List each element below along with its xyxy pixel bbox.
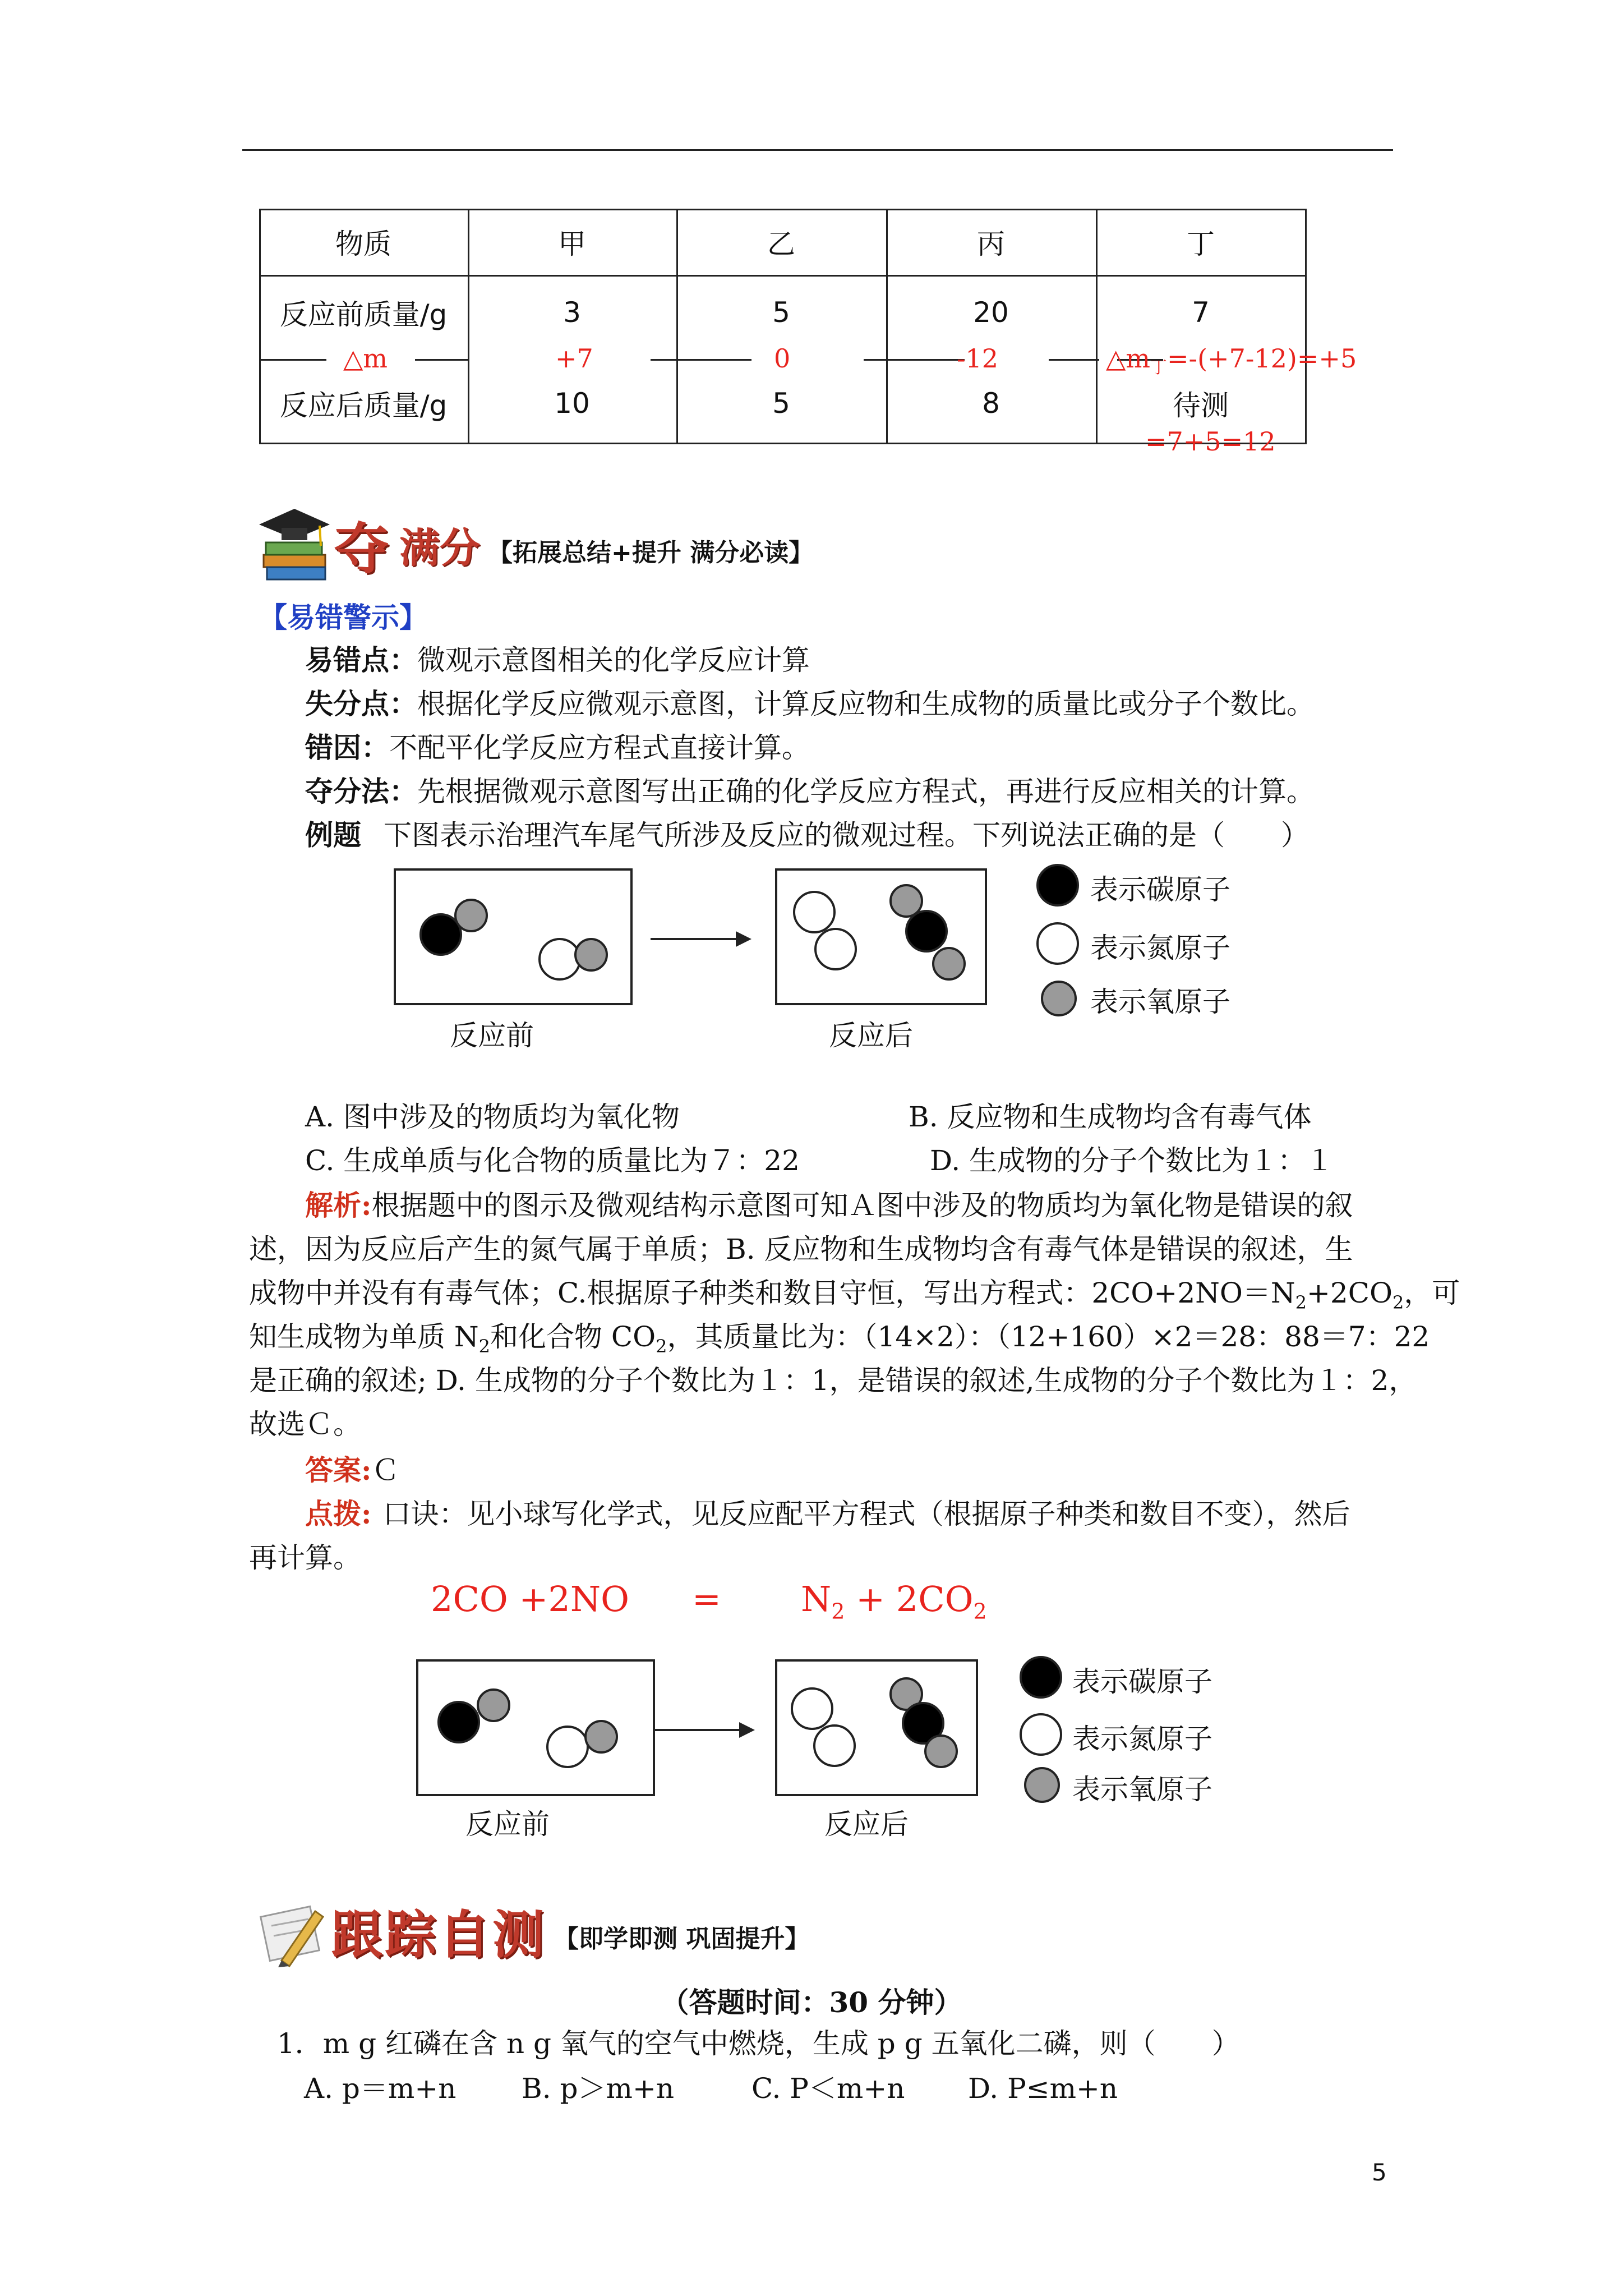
table-cell: 5 [772,387,790,420]
after-label: 反应后 [824,1808,909,1841]
section-subtitle: 【拓展总结+提升 满分必读】 [488,538,814,567]
line-text: 根据化学反应微观示意图，计算反应物和生成物的质量比或分子个数比。 [417,688,1315,720]
legend-carbon: 表示碳原子 [1072,1665,1212,1698]
tip-label: 点拨: [305,1497,372,1530]
table-cell: 5 [772,296,790,329]
section-title: 跟踪自测 [331,1905,547,1965]
carbon-atom [437,1701,480,1743]
page-number: 5 [1372,2159,1387,2186]
table-cell: 8 [982,387,1000,420]
delta-value: 0 [774,343,791,374]
table-row-divider [259,275,1307,277]
analysis-line-5: 是正确的叙述; D. 生成物的分子个数比为１：1，是错误的叙述,生成物的分子个数比为１：2， [249,1364,1417,1397]
equation-equals: = [692,1579,721,1619]
subscript: 2 [1295,1292,1307,1313]
pencil-paper-icon [259,1894,326,1967]
before-reaction-box [416,1659,655,1796]
section-banner-self-test [259,1894,809,1968]
analysis-text: ，其质量比为：（14×2）：（12+160）×2＝28：88＝7：22 [667,1320,1430,1353]
nitrogen-atom [793,891,836,933]
equation-right [801,1579,987,1623]
subscript: 2 [1392,1292,1404,1313]
error-point-line [305,638,810,682]
example-line [305,813,1309,857]
table-cell: 20 [973,296,1009,329]
line-label: 错因： [305,731,389,764]
line-text: 不配平化学反应方程式直接计算。 [389,731,810,764]
table-header-cell: 乙 [767,228,795,260]
lost-point-line [305,682,1315,726]
header-rule [242,149,1393,151]
delta-value: -12 [957,343,999,374]
oxygen-legend-icon [1041,981,1077,1016]
after-reaction-box [775,1659,978,1796]
nitrogen-legend-icon [1020,1713,1062,1756]
section-title-b: 满分 [399,524,481,572]
option-c: C. 生成单质与化合物的质量比为７：22 [305,1144,800,1177]
reaction-arrow [654,1729,753,1731]
line-label: 例题 [305,818,361,852]
nitrogen-legend-icon [1036,922,1079,965]
line-text: 先根据微观示意图写出正确的化学反应方程式，再进行反应相关的计算。 [417,775,1315,808]
section-subtitle: 【即学即测 巩固提升】 [554,1925,810,1953]
reaction-arrow [651,938,749,940]
table-header-cell: 物质 [335,228,391,260]
line-label: 夺分法： [305,775,417,808]
tip-text: 口诀：见小球写化学式，见反应配平方程式（根据原子种类和数目不变），然后 [382,1498,1350,1530]
oxygen-legend-icon [1024,1767,1060,1803]
analysis-text: +2CO [1306,1277,1393,1309]
legend-oxygen: 表示氧原子 [1072,1773,1212,1806]
delta-ding-sub: 丁 [1150,358,1167,378]
analysis-text: 知生成物为单质 N [249,1320,479,1353]
table-cell: 10 [554,387,590,420]
table-header-cell: 甲 [558,228,586,260]
subscript: 2 [656,1336,667,1357]
equation-part: N [801,1579,832,1619]
delta-ding-rest: =-(+7-12)=+5 [1167,343,1357,374]
legend-oxygen: 表示氧原子 [1090,986,1230,1018]
analysis-label: 解析: [305,1189,372,1222]
nitrogen-atom [546,1726,589,1768]
oxygen-atom [454,899,488,932]
table-cell: 3 [563,296,581,329]
answer-label: 答案: [305,1453,372,1487]
table-mid-rule [864,359,965,361]
table-mid-rule [259,359,326,361]
after-label: 反应后 [829,1019,913,1052]
time-note: （答题时间：30 分钟） [661,1986,962,2019]
legend-nitrogen: 表示氮原子 [1090,932,1230,964]
q1-option-d: D. P≤m+n [968,2072,1118,2105]
equation-part: + 2CO [845,1579,974,1619]
delta-m-label: △m [343,343,388,374]
analysis-text: ，可 [1404,1277,1460,1309]
oxygen-atom [932,947,966,981]
method-line [305,770,1315,813]
line-label: 易错点： [305,643,417,677]
mass-table [259,209,1307,444]
before-reaction-box [394,868,633,1005]
analysis-line-2: 述，因为反应后产生的氮气属于单质；B. 反应物和生成物均含有毒气体是错误的叙述，生 [249,1233,1353,1266]
carbon-atom [905,910,948,953]
answer-line [305,1448,399,1492]
table-mid-rule [415,359,469,361]
equation-left: 2CO +2NO [431,1579,629,1619]
error-cause-line [305,726,810,770]
analysis-text: 根据题中的图示及微观结构示意图可知Ａ图中涉及的物质均为氧化物是错误的叙 [371,1189,1353,1222]
section-banner-full-score [258,505,813,584]
unknown-result: =7+5=12 [1145,426,1276,457]
after-reaction-box [775,868,987,1005]
before-label: 反应前 [465,1808,550,1841]
line-text: 下图表示治理汽车尾气所涉及反应的微观过程。下列说法正确的是（ ） [384,819,1309,852]
books-grad-cap-icon [258,505,331,584]
table-cell: 7 [1192,296,1210,329]
oxygen-atom [477,1688,510,1722]
subscript: 2 [478,1336,491,1357]
option-d: D. 生成物的分子个数比为１：１ [930,1144,1334,1177]
analysis-line-1 [305,1184,1353,1227]
question-1: 1．m g 红磷在含 n g 氧气的空气中燃烧，生成 p g 五氧化二磷，则（ ） [277,2027,1240,2060]
answer-value: Ｃ [371,1454,400,1487]
line-label: 失分点： [305,687,417,720]
subscript: 2 [831,1599,845,1624]
table-header-cell: 丁 [1187,228,1215,260]
table-cell: 反应前质量/g [279,298,448,331]
tip-line-1 [305,1492,1350,1536]
analysis-line-6: 故选Ｃ。 [249,1408,361,1441]
q1-option-a: A. p＝m+n [304,2072,457,2105]
table-mid-rule [651,359,751,361]
nitrogen-atom [814,928,857,970]
legend-nitrogen: 表示氮原子 [1072,1723,1212,1755]
warning-heading: 【易错警示】 [259,601,427,634]
legend-carbon: 表示碳原子 [1090,873,1230,906]
before-label: 反应前 [450,1019,534,1052]
table-header-cell: 丙 [977,228,1005,260]
analysis-text: 成物中并没有有毒气体；C.根据原子种类和数目守恒，写出方程式：2CO+2NO＝N [249,1277,1295,1309]
delta-ding-prefix: △m [1106,343,1150,374]
nitrogen-atom [791,1687,833,1730]
q1-option-c: C. P＜m+n [751,2072,905,2105]
analysis-text: 和化合物 CO [490,1320,656,1353]
subscript: 2 [973,1599,987,1624]
option-a: A. 图中涉及的物质均为氧化物 [305,1101,680,1133]
option-b: B. 反应物和生成物均含有毒气体 [909,1101,1312,1133]
nitrogen-atom [813,1724,856,1767]
table-cell: 待测 [1173,389,1229,422]
line-text: 微观示意图相关的化学反应计算 [417,644,810,677]
oxygen-atom [924,1734,958,1768]
q1-option-b: B. p＞m+n [522,2072,675,2105]
oxygen-atom [584,1720,618,1754]
delta-ding-formula [1106,343,1357,378]
tip-line-2: 再计算。 [249,1542,361,1574]
section-title-a: 夺 [334,517,392,581]
table-mid-rule [1049,359,1099,361]
delta-value: +7 [555,343,593,374]
table-cell: 反应后质量/g [279,389,448,422]
carbon-legend-icon [1036,864,1079,907]
oxygen-atom [574,938,608,972]
carbon-legend-icon [1020,1656,1062,1699]
